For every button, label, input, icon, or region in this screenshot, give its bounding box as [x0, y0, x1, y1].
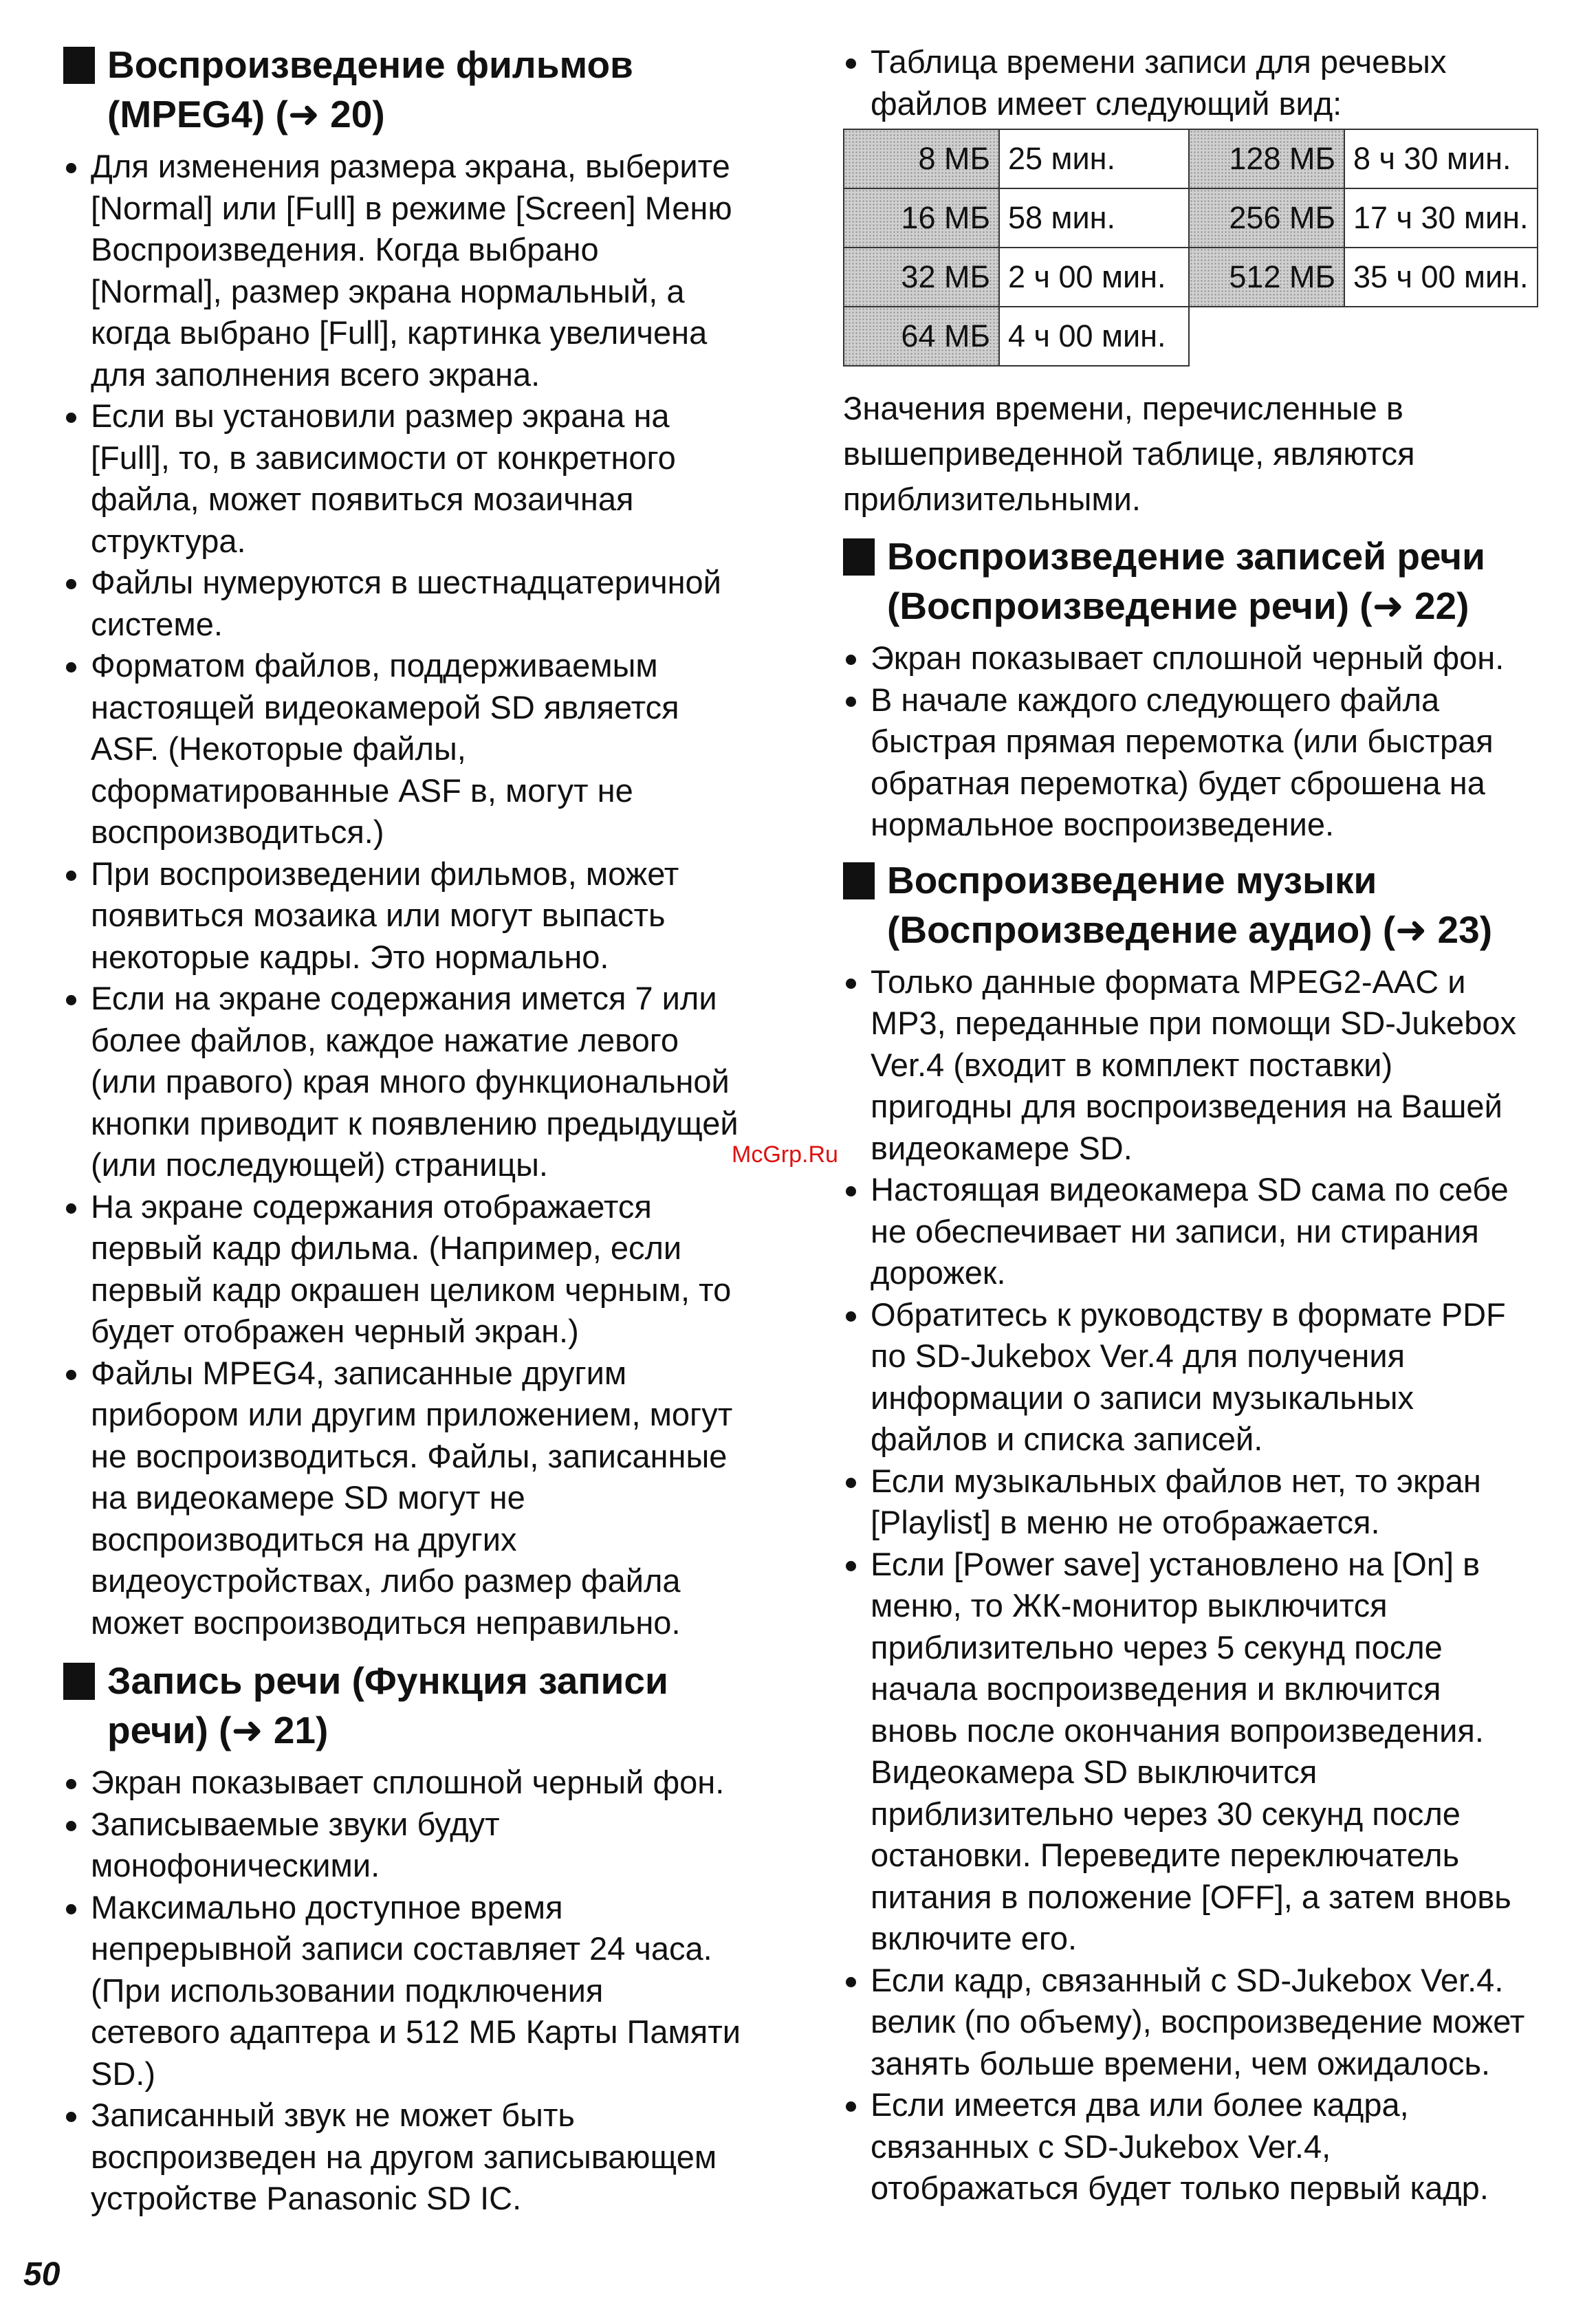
bullet-item: [843, 637, 1565, 679]
heading-title: Воспроизведение музыки (Воспроизведение аудио) (➜ 23): [887, 858, 1493, 951]
bullet-line: [Full], то, в зависимости от конкретного: [91, 439, 676, 476]
recording-time-cell: 35 ч 00 мин.: [1344, 248, 1538, 307]
bullet-line: на видеокамере SD могут не: [91, 1479, 525, 1516]
bullet-line: воспроизведен на другом записывающем: [91, 2138, 717, 2175]
bullet-line: меню, то ЖК-монитор выключится: [871, 1587, 1388, 1624]
bullet-line: первый кадр окрашен целиком черным, то: [91, 1271, 732, 1308]
bullet-line: Если на экране содержания имется 7 или: [91, 980, 717, 1016]
bullet-item: [63, 1762, 799, 1804]
bullet-line: (или правого) края много функциональной: [91, 1063, 730, 1100]
left-column: [63, 40, 799, 2220]
bullet-line: файлов и списка записей.: [871, 1421, 1263, 1457]
recording-time-cell: 4 ч 00 мин.: [999, 307, 1189, 366]
bullet-line: На экране содержания отображается: [91, 1188, 652, 1225]
bullet-list-voice-recording: [63, 1762, 799, 2220]
bullet-line: сетевого адаптера и 512 МБ Карты Памяти: [91, 2013, 741, 2050]
bullet-line: начала воспроизведения и включится: [871, 1670, 1441, 1707]
section-heading-movie-playback: [63, 40, 799, 139]
bullet-line: приблизительно через 30 секунд после: [871, 1795, 1461, 1832]
bullet-line: для заполнения всего экрана.: [91, 356, 540, 393]
bullet-line: SD.): [91, 2055, 155, 2092]
bullet-item: [63, 1804, 799, 1887]
bullet-line: остановки. Переведите переключатель: [871, 1837, 1460, 1873]
bullet-line: [Normal] или [Full] в режиме [Screen] Меню: [91, 189, 732, 226]
bullet-line: файла, может появиться мозаичная: [91, 481, 634, 517]
table-note: Значения времени, перечисленные в вышеприведенной таблице, являются приблизительными.: [843, 390, 1415, 517]
bullet-line: монофоническими.: [91, 1847, 380, 1883]
bullet-item: [63, 1887, 799, 2095]
bullet-item: [63, 146, 799, 395]
bullet-line: не воспроизводиться. Файлы, записанные: [91, 1437, 728, 1474]
bullet-line: Таблица времени записи для речевых: [871, 43, 1447, 80]
bullet-item: [63, 395, 799, 562]
bullet-line: информации о записи музыкальных: [871, 1379, 1414, 1416]
bullet-item: [63, 562, 799, 645]
bullet-line: Максимально доступное время: [91, 1888, 563, 1925]
bullet-line: Файлы нумеруются в шестнадцатеричной: [91, 564, 721, 600]
table-row: [844, 307, 1538, 366]
bullet-line: связанных с SD-Jukebox Ver.4,: [871, 2128, 1331, 2165]
bullet-line: дорожек.: [871, 1254, 1006, 1291]
heading-square-marker: [843, 538, 875, 576]
bullet-line: структура.: [91, 522, 246, 559]
page-number: 50: [23, 2256, 61, 2293]
bullet-item: [843, 41, 1565, 124]
bullet-item: [843, 1960, 1565, 2085]
table-row: [844, 188, 1538, 248]
bullet-item: [63, 2095, 799, 2220]
memory-size-cell: 256 МБ: [1189, 188, 1344, 248]
bullet-line: более файлов, каждое нажатие левого: [91, 1021, 679, 1058]
bullet-line: В начале каждого следующего файла: [871, 681, 1440, 718]
bullet-line: прибором или другим приложением, могут: [91, 1396, 733, 1432]
bullet-line: Экран показывает сплошной черный фон.: [871, 640, 1505, 676]
bullet-line: некоторые кадры. Это нормально.: [91, 938, 609, 975]
bullet-line: быстрая прямая перемотка (или быстрая: [871, 723, 1494, 759]
heading-title: Воспроизведение записей речи (Воспроизведение речи) (➜ 22): [887, 535, 1485, 627]
bullet-line: Файлы MPEG4, записанные другим: [91, 1354, 627, 1391]
bullet-line: Воспроизведения. Когда выбрано: [91, 231, 599, 267]
empty-cell: [1189, 307, 1538, 366]
bullet-line: (При использовании подключения: [91, 1971, 604, 2009]
bullet-item: [843, 2084, 1565, 2209]
bullet-line: [Playlist] в меню не отображается.: [871, 1504, 1380, 1540]
memory-size-cell: 128 МБ: [1189, 129, 1344, 188]
bullet-item: [843, 961, 1565, 1170]
bullet-line: системе.: [91, 605, 223, 642]
bullet-line: MP3, переданные при помощи SD-Jukebox: [871, 1005, 1516, 1041]
section-heading-music-playback: [843, 855, 1565, 954]
bullet-line: видеокамере SD.: [871, 1129, 1133, 1166]
bullet-line: При воспроизведении фильмов, может: [91, 855, 679, 892]
bullet-line: [Normal], размер экрана нормальный, а: [91, 272, 685, 309]
bullet-line: кнопки приводит к появлению предыдущей: [91, 1104, 739, 1141]
bullet-line: файлов имеет следующий вид:: [871, 85, 1342, 122]
bullet-line: ASF. (Некоторые файлы,: [91, 730, 466, 767]
bullet-line: Если музыкальных файлов нет, то экран: [871, 1462, 1481, 1499]
right-column: [843, 40, 1565, 2209]
bullet-line: Обратитесь к руководству в формате PDF: [871, 1296, 1506, 1333]
bullet-item: [843, 1544, 1565, 1960]
heading-square-marker: [63, 1663, 95, 1700]
bullet-line: Записываемые звуки будут: [91, 1805, 500, 1842]
bullet-line: отображаться будет только первый кадр.: [871, 2170, 1489, 2206]
bullet-line: Экран показывает сплошной черный фон.: [91, 1764, 725, 1800]
heading-title: Запись речи (Функция записи речи) (➜ 21): [107, 1659, 668, 1751]
section-heading-voice-recording: [63, 1656, 799, 1755]
bullet-list-voice-playback: [843, 637, 1565, 846]
bullet-list-movie-playback: [63, 146, 799, 1643]
watermark: McGrp.Ru: [732, 1141, 838, 1168]
bullet-line: Видеокамера SD выключится: [871, 1754, 1318, 1790]
bullet-line: питания в положение [OFF], а затем вновь: [871, 1878, 1511, 1915]
bullet-item: [843, 1294, 1565, 1461]
bullet-line: Форматом файлов, поддерживаемым: [91, 647, 658, 684]
memory-size-cell: 16 МБ: [844, 188, 999, 248]
bullet-line: Настоящая видеокамера SD сама по себе: [871, 1171, 1509, 1208]
bullet-line: когда выбрано [Full], картинка увеличена: [91, 314, 708, 351]
bullet-line: непрерывной записи составляет 24 часа.: [91, 1930, 712, 1967]
bullet-line: включите его.: [871, 1920, 1078, 1956]
bullet-item: [63, 978, 799, 1186]
heading-square-marker: [843, 862, 875, 899]
memory-size-cell: 32 МБ: [844, 248, 999, 307]
recording-time-cell: 25 мин.: [999, 129, 1189, 188]
bullet-item: [63, 1186, 799, 1353]
memory-size-cell: 64 МБ: [844, 307, 999, 366]
recording-time-cell: 58 мин.: [999, 188, 1189, 248]
bullet-line: Если кадр, связанный с SD-Jukebox Ver.4.: [871, 1961, 1504, 1998]
bullet-line: может воспроизводиться неправильно.: [91, 1604, 681, 1641]
bullet-line: Если вы установили размер экрана на: [91, 397, 670, 434]
bullet-line: пригодны для воспроизведения на Вашей: [871, 1088, 1502, 1124]
memory-size-cell: 8 МБ: [844, 129, 999, 188]
table-row: [844, 248, 1538, 307]
bullet-line: первый кадр фильма. (Например, если: [91, 1230, 682, 1266]
bullet-line: по SD-Jukebox Ver.4 для получения: [871, 1337, 1406, 1374]
bullet-line: не обеспечивает ни записи, ни стирания: [871, 1212, 1479, 1249]
heading-square-marker: [63, 47, 95, 84]
bullet-list-table-intro: [843, 41, 1565, 124]
bullet-line: устройстве Panasonic SD IC.: [91, 2180, 522, 2216]
section-heading-voice-playback: [843, 532, 1565, 631]
bullet-line: вновь после окончания вопроизведения.: [871, 1712, 1484, 1749]
bullet-line: воспроизводиться.): [91, 813, 384, 850]
memory-size-cell: 512 МБ: [1189, 248, 1344, 307]
bullet-line: нормальное воспроизведение.: [871, 806, 1335, 842]
bullet-line: Записанный звук не может быть: [91, 2097, 575, 2133]
bullet-line: Только данные формата MPEG2-AAC и: [871, 963, 1466, 1000]
bullet-line: появиться мозаика или могут выпасть: [91, 897, 666, 933]
recording-time-cell: 17 ч 30 мин.: [1344, 188, 1538, 248]
bullet-item: [63, 1353, 799, 1644]
bullet-line: видеоустройствах, либо размер файла: [91, 1562, 681, 1599]
bullet-line: Для изменения размера экрана, выберите: [91, 148, 730, 184]
bullet-line: сформатированные ASF в, могут не: [91, 772, 633, 809]
bullet-list-music-playback: [843, 961, 1565, 2209]
bullet-line: занять больше времени, чем ожидалось.: [871, 2044, 1491, 2082]
bullet-item: [63, 645, 799, 853]
bullet-line: Если [Power save] установлено на [On] в: [871, 1545, 1480, 1582]
bullet-line: приблизительно через 5 секунд после: [871, 1628, 1443, 1665]
recording-time-table: [843, 129, 1538, 367]
bullet-item: [63, 853, 799, 979]
bullet-item: [843, 1461, 1565, 1544]
heading-title: Воспроизведение фильмов (MPEG4) (➜ 20): [107, 43, 633, 135]
bullet-line: воспроизводиться на других: [91, 1520, 517, 1558]
bullet-line: велик (по объему), воспроизведение может: [871, 2003, 1525, 2040]
bullet-line: будет отображен черный экран.): [91, 1313, 579, 1349]
recording-time-cell: 8 ч 30 мин.: [1344, 129, 1538, 188]
bullet-line: обратная перемотка) будет сброшена на: [871, 764, 1485, 801]
recording-time-cell: 2 ч 00 мин.: [999, 248, 1189, 307]
bullet-line: Ver.4 (входит в комплект поставки): [871, 1046, 1393, 1083]
table-row: [844, 129, 1538, 188]
bullet-line: (или последующей) страницы.: [91, 1146, 548, 1183]
bullet-item: [843, 1169, 1565, 1294]
bullet-line: Если имеется два или более кадра,: [871, 2086, 1409, 2123]
bullet-item: [843, 679, 1565, 846]
bullet-line: настоящей видеокамерой SD является: [91, 688, 679, 725]
